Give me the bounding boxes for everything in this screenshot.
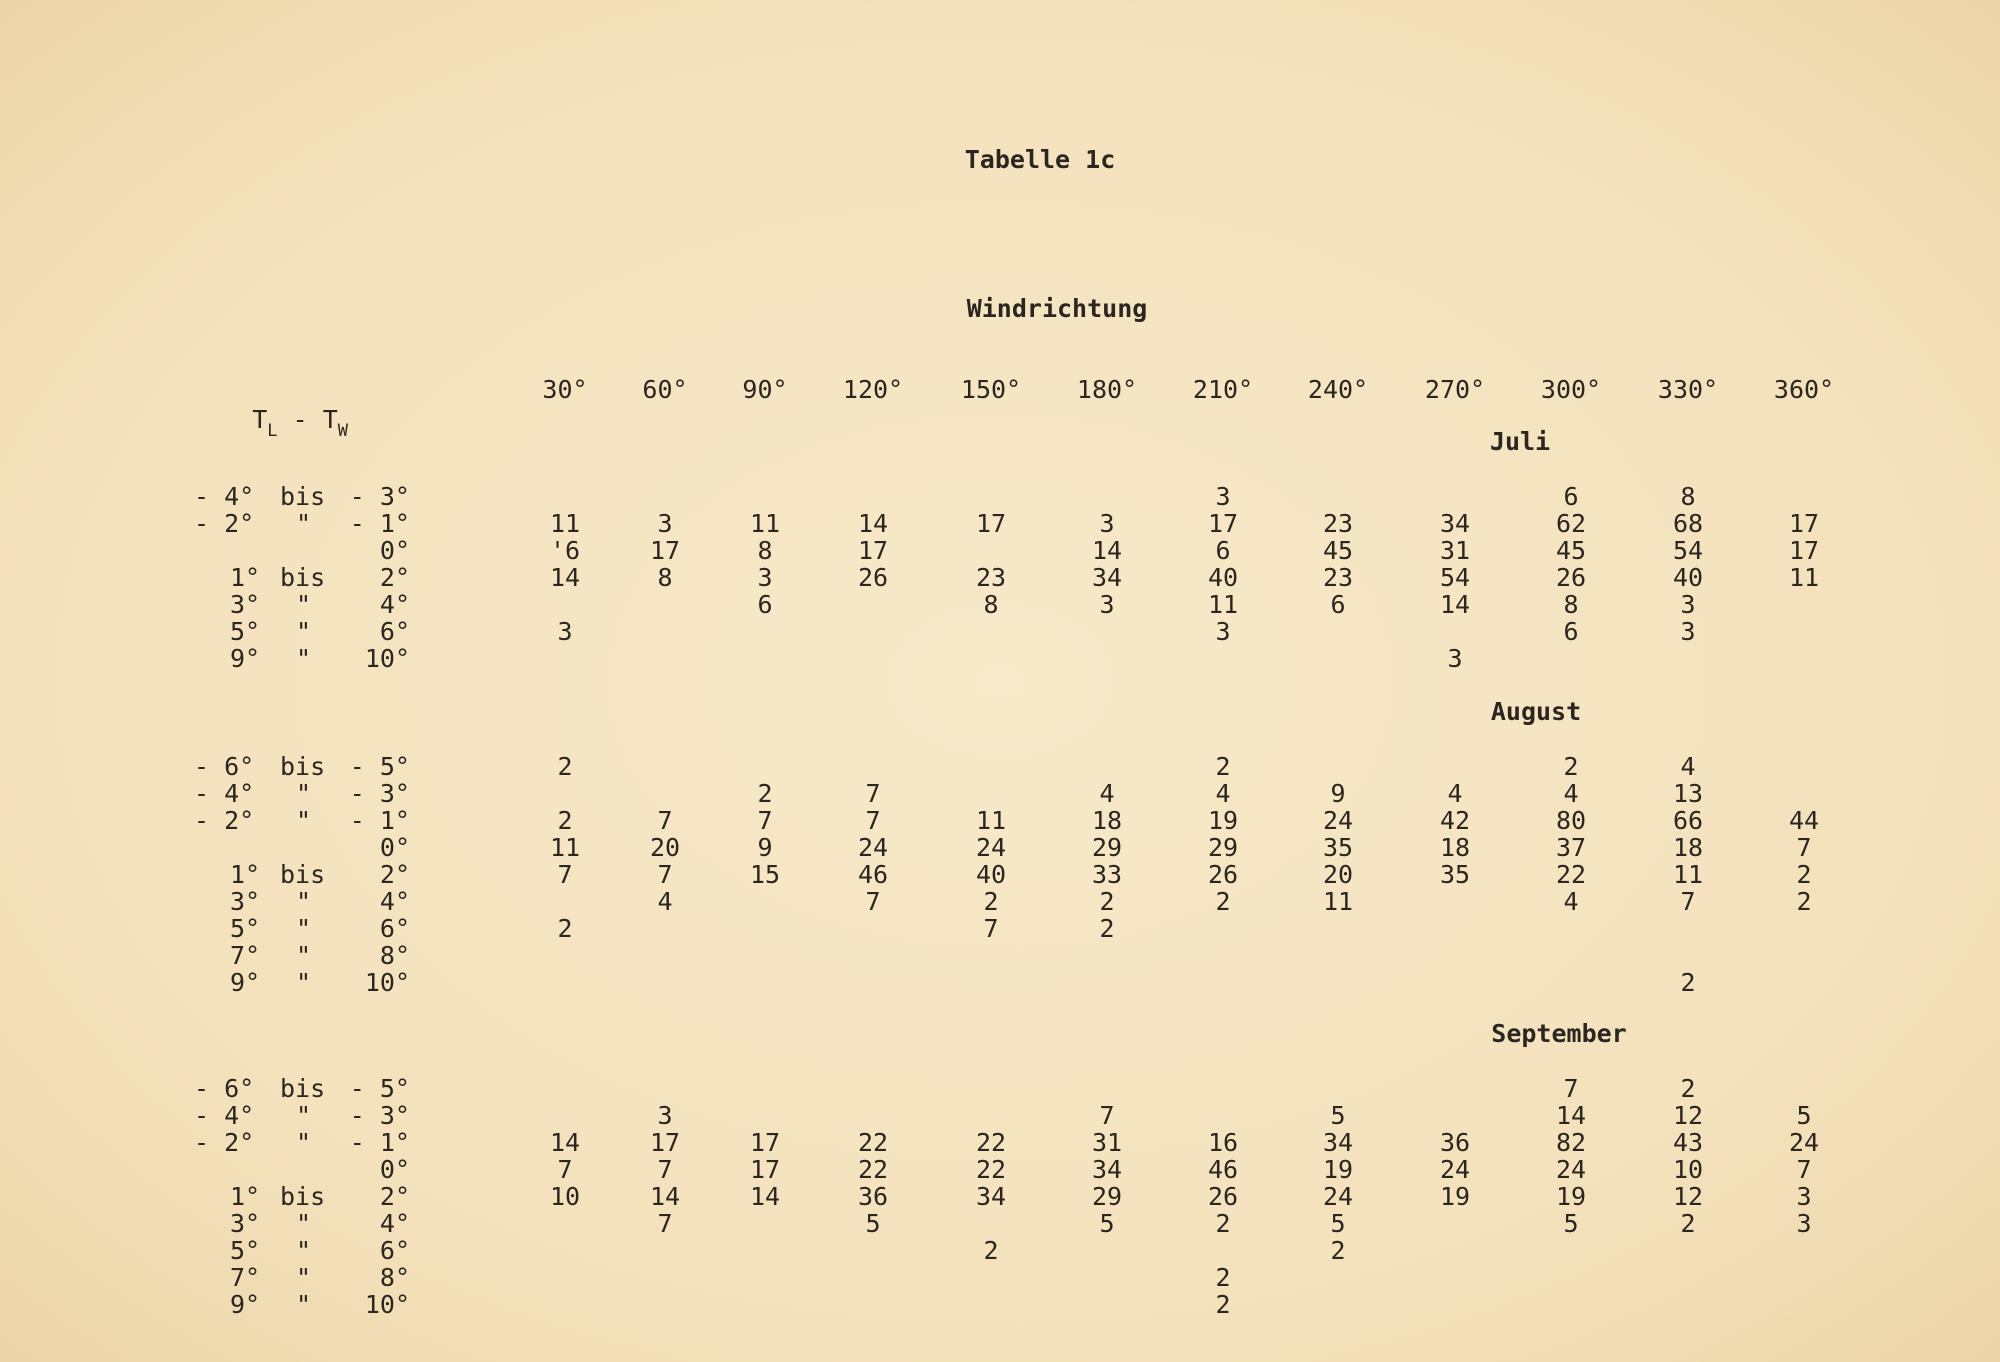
table-cell: 12: [1672, 1101, 1704, 1130]
table-cell: 23: [1322, 509, 1354, 538]
table-cell: 11: [1672, 860, 1704, 889]
table-cell: 2: [1680, 1209, 1696, 1238]
table-cell: 34: [1439, 509, 1471, 538]
table-cell: 18: [1439, 833, 1471, 862]
table-cell: 2: [1215, 1290, 1231, 1319]
table-cell: 7: [983, 914, 999, 943]
row-label-from: 3°: [230, 590, 261, 619]
table-cell: 14: [749, 1182, 781, 1211]
row-label-sep: ": [296, 1263, 312, 1292]
row-label-sep: ": [296, 1209, 312, 1238]
table-cell: 15: [749, 860, 781, 889]
table-cell: 10: [1672, 1155, 1704, 1184]
row-label-to: 10°: [364, 1290, 410, 1319]
row-label-sep: ": [296, 509, 312, 538]
row-label-to: 2°: [379, 1182, 410, 1211]
table-cell: 54: [1439, 563, 1471, 592]
row-label-sep: ": [296, 968, 312, 997]
section-title: Juli: [1489, 427, 1551, 456]
row-label-sep: ": [296, 887, 312, 916]
table-cell: 3: [1215, 617, 1231, 646]
table-cell: 29: [1091, 1182, 1123, 1211]
row-label-from: 7°: [230, 1263, 261, 1292]
row-label-sep: bis: [280, 860, 326, 889]
table-cell: 11: [1207, 590, 1239, 619]
row-label-to: 8°: [379, 1263, 410, 1292]
table-cell: 19: [1322, 1155, 1354, 1184]
group-header: Windrichtung: [966, 294, 1148, 323]
table-cell: 16: [1207, 1128, 1239, 1157]
table-cell: 3: [1447, 644, 1463, 673]
table-cell: 2: [1215, 1209, 1231, 1238]
table-cell: 54: [1672, 536, 1704, 565]
table-cell: 26: [1555, 563, 1587, 592]
table-cell: 66: [1672, 806, 1704, 835]
table-cell: 2: [983, 887, 999, 916]
table-cell: 3: [1680, 590, 1696, 619]
row-label-to: 6°: [379, 617, 410, 646]
table-cell: 17: [857, 536, 889, 565]
row-label-to: 0°: [379, 536, 410, 565]
table-cell: 24: [857, 833, 889, 862]
table-cell: 7: [1563, 1074, 1579, 1103]
table-cell: 7: [1796, 1155, 1812, 1184]
row-label-to: 2°: [379, 563, 410, 592]
table-cell: 20: [1322, 860, 1354, 889]
table-cell: 22: [857, 1128, 889, 1157]
table-cell: 37: [1555, 833, 1587, 862]
table-cell: 5: [1099, 1209, 1115, 1238]
table-cell: 14: [549, 563, 581, 592]
table-cell: 2: [1215, 1263, 1231, 1292]
table-cell: 11: [749, 509, 781, 538]
section-title: August: [1490, 697, 1582, 726]
row-label-sep: bis: [280, 1182, 326, 1211]
column-header: 60°: [642, 375, 688, 404]
table-cell: 5: [1330, 1101, 1346, 1130]
row-label-from: 1°: [230, 563, 261, 592]
row-label-to: - 3°: [349, 482, 410, 511]
table-cell: 80: [1555, 806, 1587, 835]
row-label-to: 4°: [379, 887, 410, 916]
column-header: 360°: [1773, 375, 1835, 404]
table-cell: 14: [549, 1128, 581, 1157]
table-cell: 8: [983, 590, 999, 619]
table-cell: 23: [1322, 563, 1354, 592]
table-cell: 3: [557, 617, 573, 646]
table-cell: 3: [1796, 1209, 1812, 1238]
row-label-from: - 2°: [194, 509, 255, 538]
table-cell: 2: [557, 914, 573, 943]
table-cell: 17: [649, 1128, 681, 1157]
table-cell: 2: [1563, 752, 1579, 781]
row-label-sep: ": [296, 779, 312, 808]
table-cell: 2: [1680, 1074, 1696, 1103]
table-cell: 34: [1091, 1155, 1123, 1184]
table-cell: 3: [1099, 590, 1115, 619]
row-label-from: - 4°: [194, 1101, 255, 1130]
table-cell: 24: [975, 833, 1007, 862]
table-cell: 5: [1330, 1209, 1346, 1238]
table-cell: 7: [865, 779, 881, 808]
table-cell: 7: [1796, 833, 1812, 862]
table-cell: 3: [657, 509, 673, 538]
row-label-to: 2°: [379, 860, 410, 889]
table-cell: 6: [757, 590, 773, 619]
table-cell: 2: [1330, 1236, 1346, 1265]
table-cell: 2: [1099, 914, 1115, 943]
table-cell: 17: [749, 1155, 781, 1184]
table-cell: 2: [557, 752, 573, 781]
table-cell: 44: [1788, 806, 1820, 835]
table-cell: 11: [1322, 887, 1354, 916]
row-label-from: 9°: [230, 1290, 261, 1319]
row-label-to: - 3°: [349, 1101, 410, 1130]
row-label-from: 5°: [230, 617, 261, 646]
table-cell: 4: [1680, 752, 1696, 781]
row-label-to: 10°: [364, 968, 410, 997]
row-label-to: - 5°: [349, 752, 410, 781]
table-cell: 17: [1788, 509, 1820, 538]
table-cell: 68: [1672, 509, 1704, 538]
table-cell: 45: [1555, 536, 1587, 565]
table-cell: 7: [657, 1209, 673, 1238]
table-cell: 36: [857, 1182, 889, 1211]
table-cell: 82: [1555, 1128, 1587, 1157]
table-cell: 14: [1555, 1101, 1587, 1130]
row-label-sep: ": [296, 1101, 312, 1130]
table-cell: 7: [865, 806, 881, 835]
row-label-sep: ": [296, 1236, 312, 1265]
table-cell: 2: [1796, 887, 1812, 916]
table-cell: 24: [1788, 1128, 1820, 1157]
table-cell: 14: [649, 1182, 681, 1211]
table-title: Tabelle 1c: [964, 145, 1116, 174]
table-cell: 2: [983, 1236, 999, 1265]
table-cell: 7: [657, 860, 673, 889]
column-header: 120°: [842, 375, 904, 404]
table-cell: 4: [1099, 779, 1115, 808]
row-label-to: 4°: [379, 1209, 410, 1238]
column-header: 30°: [542, 375, 588, 404]
row-label-from: - 6°: [194, 752, 255, 781]
table-cell: 26: [1207, 1182, 1239, 1211]
row-label-from: - 4°: [194, 482, 255, 511]
table-cell: 11: [975, 806, 1007, 835]
table-cell: 34: [1091, 563, 1123, 592]
row-label-to: - 5°: [349, 1074, 410, 1103]
row-label-from: 9°: [230, 968, 261, 997]
table-cell: 3: [1099, 509, 1115, 538]
table-cell: 43: [1672, 1128, 1704, 1157]
table-cell: 45: [1322, 536, 1354, 565]
row-label-to: 6°: [379, 914, 410, 943]
table-cell: 6: [1563, 617, 1579, 646]
row-label-to: - 1°: [349, 509, 410, 538]
table-cell: 7: [657, 1155, 673, 1184]
row-label-sep: ": [296, 1128, 312, 1157]
row-label-from: - 2°: [194, 1128, 255, 1157]
column-header: 300°: [1540, 375, 1602, 404]
table-cell: 8: [1563, 590, 1579, 619]
table-cell: 17: [649, 536, 681, 565]
table-cell: 4: [1563, 779, 1579, 808]
table-cell: 2: [757, 779, 773, 808]
table-cell: 19: [1439, 1182, 1471, 1211]
row-label-to: - 3°: [349, 779, 410, 808]
table-cell: 14: [1091, 536, 1123, 565]
table-cell: 35: [1439, 860, 1471, 889]
row-label-from: - 4°: [194, 779, 255, 808]
table-cell: 29: [1207, 833, 1239, 862]
table-cell: 8: [657, 563, 673, 592]
table-cell: 17: [1788, 536, 1820, 565]
row-header-t-main: T: [252, 405, 268, 434]
table-cell: 3: [1215, 482, 1231, 511]
table-cell: 31: [1091, 1128, 1123, 1157]
table-cell: 14: [857, 509, 889, 538]
row-label-sep: ": [296, 1290, 312, 1319]
table-cell: 18: [1091, 806, 1123, 835]
table-cell: 18: [1672, 833, 1704, 862]
table-cell: 2: [1215, 752, 1231, 781]
row-label-sep: ": [296, 941, 312, 970]
row-label-to: 6°: [379, 1236, 410, 1265]
row-label-from: 1°: [230, 1182, 261, 1211]
table-cell: 2: [557, 806, 573, 835]
table-cell: 34: [975, 1182, 1007, 1211]
row-label-from: 9°: [230, 644, 261, 673]
table-cell: 8: [757, 536, 773, 565]
row-label-sep: ": [296, 644, 312, 673]
row-label-sep: ": [296, 806, 312, 835]
row-label-to: 8°: [379, 941, 410, 970]
table-cell: 6: [1215, 536, 1231, 565]
table-cell: 2: [1680, 968, 1696, 997]
table-cell: 34: [1322, 1128, 1354, 1157]
row-label-sep: bis: [280, 1074, 326, 1103]
table-cell: 46: [857, 860, 889, 889]
table-cell: 7: [557, 860, 573, 889]
table-cell: 10: [549, 1182, 581, 1211]
table-cell: 4: [1215, 779, 1231, 808]
table-cell: 4: [1563, 887, 1579, 916]
table-cell: 19: [1555, 1182, 1587, 1211]
row-label-from: 5°: [230, 1236, 261, 1265]
table-cell: 13: [1672, 779, 1704, 808]
row-header-dash: -: [292, 405, 308, 434]
table-cell: 17: [749, 1128, 781, 1157]
table-cell: 42: [1439, 806, 1471, 835]
table-cell: 7: [657, 806, 673, 835]
section-title: September: [1491, 1019, 1627, 1048]
table-cell: 3: [757, 563, 773, 592]
table-cell: 9: [757, 833, 773, 862]
row-label-to: 0°: [379, 833, 410, 862]
table-cell: 22: [975, 1128, 1007, 1157]
table-cell: 14: [1439, 590, 1471, 619]
table-cell: 31: [1439, 536, 1471, 565]
table-cell: '6: [549, 536, 581, 565]
table-cell: 22: [857, 1155, 889, 1184]
table-cell: 46: [1207, 1155, 1239, 1184]
row-header-sub-w: W: [337, 421, 349, 441]
table-cell: 19: [1207, 806, 1239, 835]
row-label-from: 3°: [230, 1209, 261, 1238]
table-cell: 7: [1680, 887, 1696, 916]
table-cell: 7: [557, 1155, 573, 1184]
table-cell: 9: [1330, 779, 1346, 808]
table-cell: 7: [1099, 1101, 1115, 1130]
column-header: 240°: [1307, 375, 1369, 404]
table-cell: 5: [1796, 1101, 1812, 1130]
table-cell: 20: [649, 833, 681, 862]
table-cell: 4: [657, 887, 673, 916]
table-cell: 24: [1322, 806, 1354, 835]
row-label-to: - 1°: [349, 806, 410, 835]
row-label-sep: ": [296, 617, 312, 646]
row-header-sub-l: L: [267, 421, 278, 441]
row-header: [192, 378, 348, 465]
table-cell: 2: [1796, 860, 1812, 889]
column-header: 210°: [1192, 375, 1254, 404]
row-label-from: - 6°: [194, 1074, 255, 1103]
table-cell: 17: [1207, 509, 1239, 538]
table-cell: 11: [1788, 563, 1820, 592]
table-cell: 5: [865, 1209, 881, 1238]
table-cell: 40: [1207, 563, 1239, 592]
table-cell: 23: [975, 563, 1007, 592]
column-header: 270°: [1424, 375, 1486, 404]
table-cell: 12: [1672, 1182, 1704, 1211]
table-cell: 26: [857, 563, 889, 592]
row-label-to: 0°: [379, 1155, 410, 1184]
table-cell: 22: [1555, 860, 1587, 889]
table-cell: 7: [757, 806, 773, 835]
row-label-to: - 1°: [349, 1128, 410, 1157]
table-cell: 62: [1555, 509, 1587, 538]
table-cell: 3: [1680, 617, 1696, 646]
row-label-to: 10°: [364, 644, 410, 673]
row-label-from: 7°: [230, 941, 261, 970]
table-cell: 24: [1439, 1155, 1471, 1184]
table-cell: 36: [1439, 1128, 1471, 1157]
row-label-sep: bis: [280, 563, 326, 592]
column-header: 330°: [1657, 375, 1719, 404]
row-label-sep: ": [296, 590, 312, 619]
table-cell: 2: [1215, 887, 1231, 916]
table-cell: 6: [1563, 482, 1579, 511]
table-cell: 33: [1091, 860, 1123, 889]
table-cell: 3: [1796, 1182, 1812, 1211]
row-label-sep: bis: [280, 752, 326, 781]
table-cell: 22: [975, 1155, 1007, 1184]
table-cell: 7: [865, 887, 881, 916]
table-cell: 24: [1555, 1155, 1587, 1184]
row-label-from: 5°: [230, 914, 261, 943]
table-cell: 3: [657, 1101, 673, 1130]
row-label-from: 1°: [230, 860, 261, 889]
column-header: 150°: [960, 375, 1022, 404]
table-cell: 24: [1322, 1182, 1354, 1211]
table-cell: 35: [1322, 833, 1354, 862]
table-cell: 6: [1330, 590, 1346, 619]
column-header: 90°: [742, 375, 788, 404]
table-cell: 11: [549, 833, 581, 862]
row-label-from: 3°: [230, 887, 261, 916]
table-cell: 11: [549, 509, 581, 538]
table-cell: 4: [1447, 779, 1463, 808]
table-cell: 5: [1563, 1209, 1579, 1238]
table-cell: 40: [975, 860, 1007, 889]
row-label-from: - 2°: [194, 806, 255, 835]
table-cell: 29: [1091, 833, 1123, 862]
table-cell: 17: [975, 509, 1007, 538]
table-cell: 40: [1672, 563, 1704, 592]
table-cell: 2: [1099, 887, 1115, 916]
table-cell: 26: [1207, 860, 1239, 889]
column-header: 180°: [1076, 375, 1138, 404]
row-header-t-w-main: T: [322, 405, 338, 434]
row-label-sep: bis: [280, 482, 326, 511]
row-label-to: 4°: [379, 590, 410, 619]
row-label-sep: ": [296, 914, 312, 943]
table-cell: 8: [1680, 482, 1696, 511]
